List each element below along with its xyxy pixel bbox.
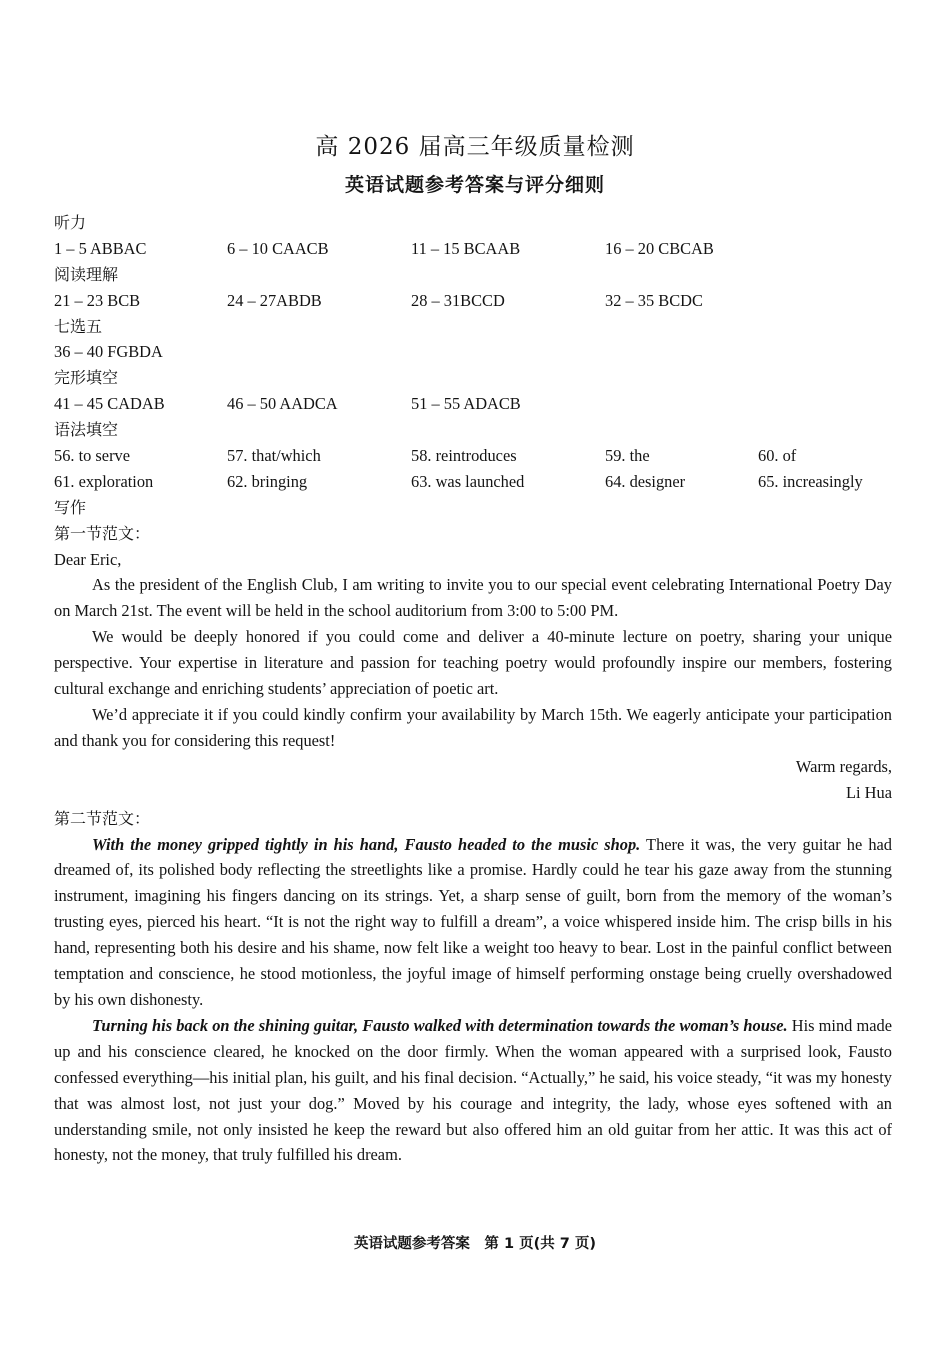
- letter-signature: Li Hua: [846, 782, 892, 802]
- answer-group: 1 – 5 ABBAC: [54, 238, 147, 258]
- exam-subtitle: 英语试题参考答案与评分细则: [344, 174, 605, 196]
- grammar-answer: 56. to serve: [54, 446, 131, 466]
- reading-answers: [54, 288, 892, 314]
- answer-group: 11 – 15 BCAAB: [411, 238, 521, 258]
- seven-five-answers: [54, 339, 892, 365]
- answer-group: 28 – 31BCCD: [411, 290, 505, 310]
- answer-group: 21 – 23 BCB: [54, 290, 141, 310]
- grammar-heading: 语法填空: [54, 420, 119, 440]
- answer-group: 36 – 40 FGBDA: [54, 342, 163, 362]
- answer-group: 46 – 50 AADCA: [227, 394, 338, 414]
- grammar-answer: 65. increasingly: [758, 471, 863, 491]
- letter-closing: Warm regards,: [795, 756, 892, 776]
- answer-content: [54, 210, 892, 1168]
- letter-paragraph: We would be deeply honored if you could come and deliver a 40-minute lecture on poetry, sharing your unique perspective. Your expertise in literature and passion for teaching poetry would profoundly inspire our members, fostering cultural exchange and enriching students’ appreciation of poetic art.: [54, 627, 892, 699]
- reading-heading: 阅读理解: [54, 264, 119, 284]
- cloze-heading: 完形填空: [54, 368, 119, 388]
- writing-part2-label: 第二节范文：: [54, 808, 151, 828]
- answer-group: 51 – 55 ADACB: [411, 394, 521, 414]
- answer-group: 41 – 45 CADAB: [54, 394, 165, 414]
- listening-heading: 听力: [54, 213, 87, 232]
- story-lead-sentence: With the money gripped tightly in his hand, Fausto headed to the music shop.: [92, 834, 641, 854]
- answer-group: 24 – 27ABDB: [227, 290, 322, 310]
- exam-title: 高 2026 届高三年级质量检测: [315, 134, 635, 160]
- writing-part1-label: 第一节范文：: [54, 523, 151, 543]
- grammar-answers-row-1: [54, 443, 892, 469]
- story-paragraph-1: [54, 832, 892, 1013]
- writing-heading: 写作: [54, 497, 87, 517]
- seven-five-heading: 七选五: [54, 316, 103, 336]
- grammar-answer: 59. the: [605, 446, 650, 466]
- story-body: His mind made up and his conscience cleared, he knocked on the door firmly. When the woman appeared with a surprised look, Fausto confessed everything—his initial plan, his guilt, and his final decision. “Actually,” he said, his voice steady, “it was my honesty that was almost lost, not just your dog.” Moved by his courage and integrity, the lady, whose eyes softened with an understanding smile, not only insisted he keep the reward but also offered him an old guitar from her attic. It was this act of honesty, not the money, that truly fulfilled his dream.: [54, 1015, 892, 1165]
- story-body: There it was, the very guitar he had dreamed of, its polished body reflecting the streetlights like a promise. Hardly could he tear his gaze away from the stunning instrument, imagining his fingers dancing on its strings. Yet, a sharp sense of guilt, born from the memory of the woman’s trusting eyes, pierced his heart. “It is not the right way to fulfill a dream”, a voice whispered inside him. The crisp bills in his hand, representing both his desire and his shame, now felt like a weight too heavy to bear. Lost in the painful conflict between temptation and conscience, he stood motionless, the joyful image of himself performing onstage being cruelly overshadowed by his own dishonesty.: [54, 834, 892, 1009]
- grammar-answer: 61. exploration: [54, 471, 154, 491]
- listening-answers: [54, 236, 892, 262]
- story-paragraph-2: [54, 1013, 892, 1168]
- grammar-answer: 62. bringing: [227, 471, 308, 491]
- letter-paragraph: As the president of the English Club, I am writing to invite you to our special event celebrating International Poetry Day on March 21st. The event will be held in the school auditorium from 3:00 to 5:00 PM.: [54, 575, 892, 621]
- letter-greeting: Dear Eric,: [54, 549, 122, 569]
- grammar-answer: 60. of: [758, 446, 797, 466]
- answer-group: 6 – 10 CAACB: [227, 238, 329, 258]
- answer-group: 32 – 35 BCDC: [605, 290, 703, 310]
- answer-group: 16 – 20 CBCAB: [605, 238, 714, 258]
- grammar-answer: 58. reintroduces: [411, 446, 517, 466]
- grammar-answer: 64. designer: [605, 471, 686, 491]
- grammar-answer: 63. was launched: [411, 471, 525, 491]
- letter-paragraph: We’d appreciate it if you could kindly confirm your availability by March 15th. We eagerly anticipate your participation and thank you for considering this request!: [54, 705, 892, 750]
- grammar-answers-row-2: [54, 469, 892, 495]
- page-footer: 英语试题参考答案 第 1 页(共 7 页): [353, 1236, 597, 1252]
- story-lead-sentence: Turning his back on the shining guitar, Fausto walked with determination towards the woman’s house.: [92, 1015, 788, 1035]
- grammar-answer: 57. that/which: [227, 446, 321, 466]
- cloze-answers: [54, 391, 892, 417]
